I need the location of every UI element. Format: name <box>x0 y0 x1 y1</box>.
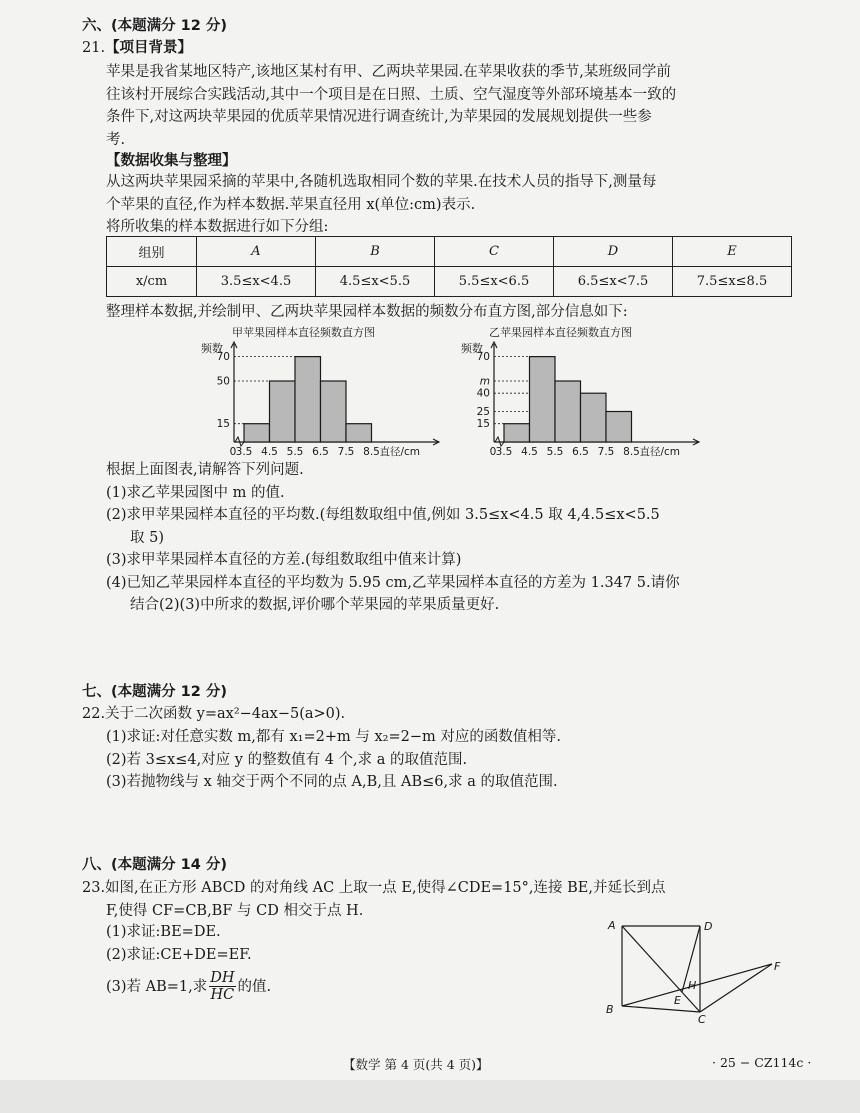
table-cell: 5.5≤x<6.5 <box>435 267 554 297</box>
x-tick-label: 8.5 <box>363 446 380 458</box>
y-axis-label: 频数 <box>201 342 223 355</box>
section-7-title: 七、(本题满分 12 分) <box>82 684 228 700</box>
x-tick-label: 0 <box>489 446 497 458</box>
question-item: (1)求证:BE=DE. <box>106 924 221 940</box>
histogram-bar <box>530 357 556 442</box>
histogram-bar <box>270 381 296 442</box>
histogram-bar <box>244 424 270 442</box>
histogram-bar <box>346 424 372 442</box>
data-line: 从这两块苹果园采摘的苹果中,各随机选取相同个数的苹果.在技术人员的指导下,测量每 <box>106 174 657 190</box>
background-line: 往该村开展综合实践活动,其中一个项目是在日照、土质、空气湿度等外部环境基本一致的 <box>106 86 677 103</box>
footer-page-info: 【数学 第 4 页(共 4 页)】 <box>343 1057 489 1072</box>
question-item: 结合(2)(3)中所求的数据,评价哪个苹果园的苹果质量更好. <box>130 597 500 613</box>
table-cell: 3.5≤x<4.5 <box>197 267 316 297</box>
histogram-bar <box>504 424 530 442</box>
table-cell: B <box>316 237 435 267</box>
label-H: H <box>688 979 697 992</box>
question-22-stem: 22.关于二次函数 y=ax²−4ax−5(a>0). <box>82 706 346 722</box>
y-tick-label: 15 <box>476 418 490 431</box>
q3-denominator: HC <box>210 987 235 1003</box>
background-line: 考. <box>106 131 126 148</box>
table-cell: 组别 <box>107 237 197 267</box>
section-6-title: 六、(本题满分 12 分) <box>82 18 228 34</box>
table-cell: 4.5≤x<5.5 <box>316 267 435 297</box>
label-A: A <box>608 919 616 932</box>
chart-yi-title: 乙苹果园样本直径频数直方图 <box>489 326 632 339</box>
data-paragraph <box>106 171 786 239</box>
y-tick-label: m <box>479 375 490 388</box>
y-tick-label: 50 <box>216 375 230 388</box>
question-item: (4)已知乙苹果园样本直径的平均数为 5.95 cm,乙苹果园样本直径的方差为 1.347 5.请你 <box>106 574 680 591</box>
tag-data-collection: 【数据收集与整理】 <box>106 153 237 169</box>
question-item: (2)求甲苹果园样本直径的平均数.(每组数取组中值,例如 3.5≤x<4.5 取 4,4.5≤x<5.5 <box>106 507 660 523</box>
instruction-line: 根据上面图表,请解答下列问题. <box>106 462 304 478</box>
y-tick-label: 25 <box>476 406 490 418</box>
x-axis-label: 直径/cm <box>379 446 421 458</box>
edge-BC <box>622 1006 700 1012</box>
segment-BF <box>622 964 772 1006</box>
section-8-title: 八、(本题满分 14 分) <box>82 857 228 873</box>
background-paragraph <box>106 61 786 151</box>
chart-jia-title: 甲苹果园样本直径频数直方图 <box>232 326 375 339</box>
x-tick-label: 3.5 <box>235 446 253 458</box>
label-F: F <box>774 960 781 973</box>
table-cell: A <box>197 237 316 267</box>
q3-numerator: DH <box>210 970 235 986</box>
x-tick-label: 7.5 <box>597 446 615 458</box>
questions-21 <box>106 459 796 617</box>
label-D: D <box>704 920 713 933</box>
question-item: (1)求证:对任意实数 m,都有 x₁=2+m 与 x₂=2−m 对应的函数值相等. <box>106 729 561 745</box>
stem-line: F,使得 CF=CB,BF 与 CD 相交于点 H. <box>106 902 364 919</box>
y-tick-label: 70 <box>476 351 490 364</box>
histogram-bar <box>295 357 321 442</box>
histogram-yi <box>450 338 720 464</box>
table-row <box>107 267 792 297</box>
question-21-number <box>82 37 192 59</box>
table-cell: C <box>435 237 554 267</box>
y-tick-label: 70 <box>216 351 230 364</box>
x-tick-label: 0 <box>229 446 237 458</box>
histogram-bar <box>555 381 581 442</box>
after-table-text: 整理样本数据,并绘制甲、乙两块苹果园样本数据的频数分布直方图,部分信息如下: <box>106 304 628 320</box>
question-21-no: 21. <box>82 40 106 56</box>
q3-fraction <box>209 970 235 1003</box>
label-C: C <box>698 1013 706 1024</box>
label-B: B <box>606 1003 614 1016</box>
questions-22 <box>106 726 796 794</box>
question-item: (2)若 3≤x≤4,对应 y 的整数值有 4 个,求 a 的取值范围. <box>106 751 468 768</box>
x-tick-label: 3.5 <box>495 446 513 458</box>
table-cell: 6.5≤x<7.5 <box>554 267 673 297</box>
bottom-bar <box>0 1080 860 1113</box>
x-tick-label: 8.5 <box>623 446 640 458</box>
question-item: (3)求甲苹果园样本直径的方差.(每组数取组中值来计算) <box>106 552 462 568</box>
segment-CF <box>700 964 772 1012</box>
histogram-bar <box>321 381 347 442</box>
x-tick-label: 6.5 <box>312 446 329 458</box>
x-tick-label: 5.5 <box>286 446 304 458</box>
background-line: 苹果是我省某地区特产,该地区某村有甲、乙两块苹果园.在苹果收获的季节,某班级同学前 <box>106 64 671 80</box>
x-axis-label: 直径/cm <box>639 446 681 458</box>
geometry-figure <box>596 912 796 1024</box>
q3-prefix: (3)若 AB=1,求 <box>106 978 208 995</box>
question-item: 取 5) <box>130 529 164 546</box>
q3-suffix: 的值. <box>237 978 272 995</box>
histogram-bar <box>606 412 632 443</box>
question-item: (3)若抛物线与 x 轴交于两个不同的点 A,B,且 AB≤6,求 a 的取值范围. <box>106 774 558 790</box>
table-cell: x/cm <box>107 267 197 297</box>
histogram-jia <box>190 338 460 464</box>
data-line: 将所收集的样本数据进行如下分组: <box>106 219 329 235</box>
x-tick-label: 4.5 <box>261 446 278 458</box>
x-tick-label: 4.5 <box>521 446 538 458</box>
x-tick-label: 6.5 <box>572 446 589 458</box>
y-tick-label: 40 <box>476 387 490 400</box>
question-23-part-3 <box>106 970 271 1003</box>
data-line: 个苹果的直径,作为样本数据.苹果直径用 x(单位:cm)表示. <box>106 196 476 213</box>
question-item: (1)求乙苹果园图中 m 的值. <box>106 484 285 501</box>
background-line: 条件下,对这两块苹果园的优质苹果情况进行调查统计,为苹果园的发展规划提供一些参 <box>106 109 652 125</box>
question-item: (2)求证:CE+DE=EF. <box>106 946 252 963</box>
table-cell: D <box>554 237 673 267</box>
table-header-row <box>107 237 792 267</box>
x-tick-label: 7.5 <box>337 446 355 458</box>
stem-line: 23.如图,在正方形 ABCD 的对角线 AC 上取一点 E,使得∠CDE=15°,连接 BE,并延长到点 <box>82 880 666 896</box>
questions-23 <box>106 921 506 966</box>
footer-code: · 25 − CZ114c · <box>712 1055 812 1070</box>
histogram-bar <box>581 393 607 442</box>
y-axis-label: 频数 <box>461 342 483 355</box>
y-tick-label: 15 <box>216 418 230 431</box>
label-E: E <box>674 994 681 1007</box>
table-cell: E <box>673 237 792 267</box>
table-cell: 7.5≤x≤8.5 <box>673 267 792 297</box>
x-tick-label: 5.5 <box>546 446 564 458</box>
grouping-table <box>106 236 792 297</box>
tag-project-background: 【项目背景】 <box>105 40 193 56</box>
